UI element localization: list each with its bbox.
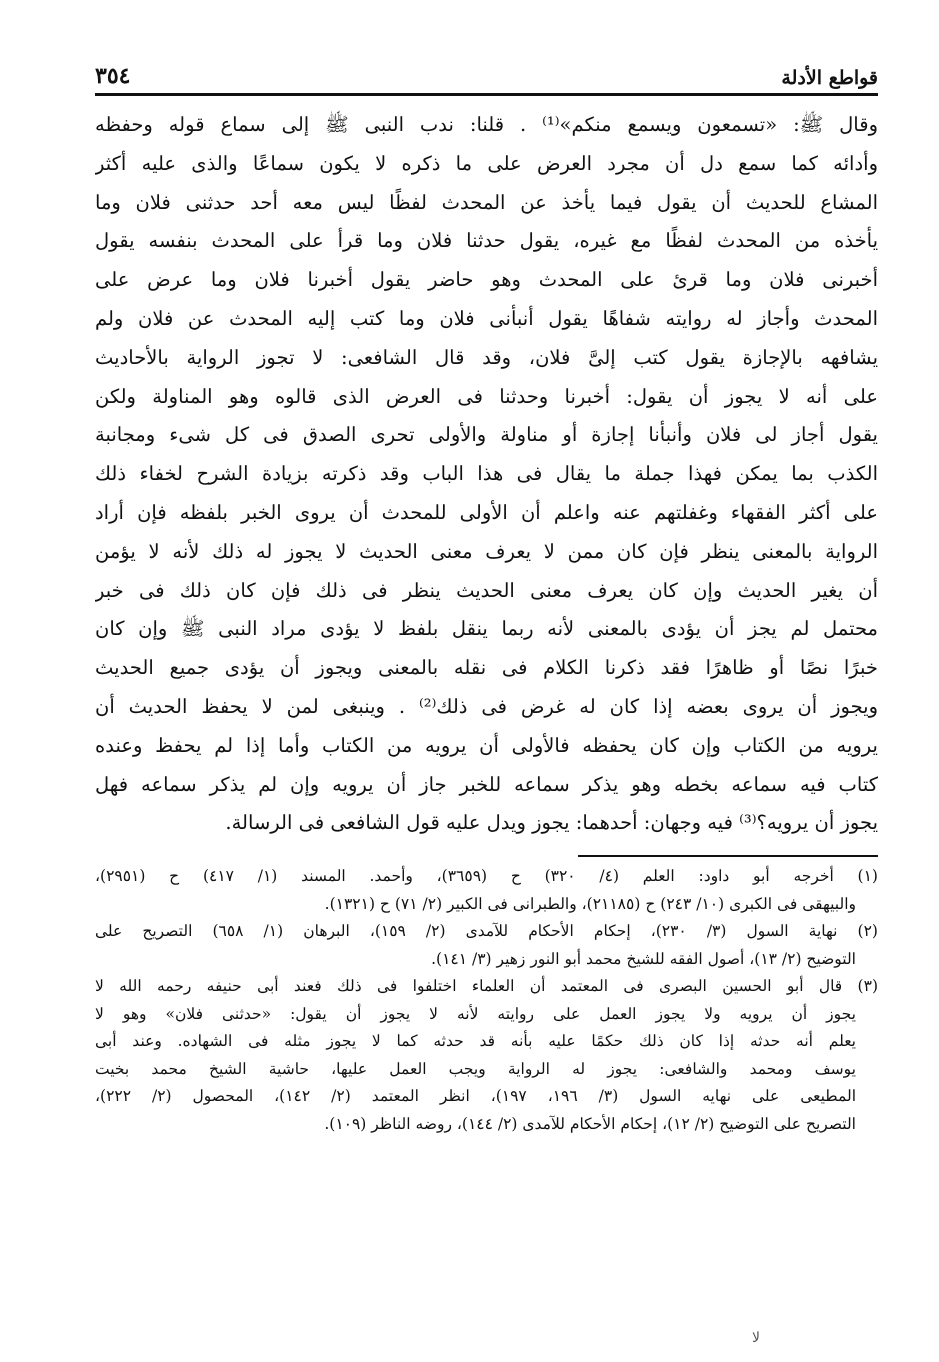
- text-line: يرويه من الكتاب وإن كان يحفظه فالأولى أن يرويه من الكتاب وأما إذا لم يحفظ وعنده: [95, 733, 878, 757]
- text-line: على أنه لا يجوز أن يقول: أخبرنا وحدثنا فى العرض الذى قالوه وهو المناولة ولكن: [95, 384, 878, 408]
- footnote: [95, 973, 878, 1138]
- book-title: قواطع الأدلة: [781, 67, 878, 89]
- text-line: المحدث وأجاز له روايته شفاهًا يقول أنبأنى فلان وما كتب إليه المحدث عن فلان ولم: [95, 306, 878, 330]
- footnote-line: يجوز أن يرويه ولا يجوز العمل على روايته لأنه لا يجوز أن يقول: «حدثنى فلان» وهو لا: [95, 1004, 856, 1023]
- text-line: المشاع للحديث أن يقول فيما يأخذ عن المحدث لفظًا ليس معه أحد حدثنى فلان وما: [95, 190, 878, 214]
- text-line: الرواية بالمعنى ينظر فإن كان ممن لا يعرف معنى الحديث لا يجوز له ذلك لأنه لا يؤمن: [95, 539, 878, 563]
- footnotes: [95, 863, 878, 1138]
- footnote-rule: [578, 855, 878, 857]
- footnote-line: (٢) نهاية السول (٣/ ٢٣٠)، إحكام الأحكام للآمدى (٢/ ١٥٩)، البرهان (١/ ٦٥٨) التصريح على: [95, 922, 878, 941]
- text-line: محتمل لم يجز أن يؤدى بالمعنى لأنه ربما ينقل بلفظ لا يؤدى مراد النبى ﷺ وإن كان: [95, 617, 878, 641]
- footnote-line: يوسف ومحمد والشافعى: يجوز له الرواية ويجب العمل عليها، حاشية الشيخ محمد بخيت: [95, 1059, 856, 1078]
- text-line: على أكثر الفقهاء وغفلتهم عنه واعلم أن الأولى للمحدث أن يروى الخبر بلفظه فإن أراد: [95, 500, 878, 524]
- footnote: [95, 863, 878, 918]
- main-text: [95, 106, 878, 843]
- page-number: ٣٥٤: [95, 63, 131, 89]
- footnote-line: والبيهقى فى الكبرى (١٠/ ٢٤٣) ح (٢١١٨٥)، والطبرانى فى الكبير (٢/ ٧١) ح (١٣٢١).: [324, 894, 856, 913]
- text-line: ويجوز أن يروى بعضه إذا كان له غرض فى ذلك⁽²⁾ . وينبغى لمن لا يحفظ الحديث أن: [95, 694, 878, 718]
- text-line: كتاب فيه سماعه بخطه وهو يذكر سماعه للخبر جاز أن يرويه وإن لم يذكر سماعه فهل: [95, 772, 878, 796]
- footnote: [95, 918, 878, 973]
- text-line: أن يغير الحديث وإن كان يعرف معنى الحديث ينظر فى ذلك فإن كان ذلك فى خبر: [95, 578, 878, 602]
- text-line: وأدائه كما سمع دل أن مجرد العرض على ما ذكره لا يكون سماعًا والذى عليه أكثر: [95, 151, 878, 175]
- text-line: وقال ﷺ: «تسمعون ويسمع منكم»⁽¹⁾ . قلنا: ندب النبى ﷺ إلى سماع قوله وحفظه: [95, 113, 878, 136]
- footnote-line: يعلم أنه حدثه إذا كان ذلك حكمًا عليه بأنه قد حدثه كما لا يجوز مثله فى الشهاده. وعند أبى: [95, 1032, 856, 1051]
- footnote-line: التصريح على التوضيح (٢/ ١٢)، إحكام الأحكام للآمدى (٢/ ١٤٤)، روضه الناظر (١٠٩).: [324, 1114, 856, 1133]
- page-header: [95, 55, 878, 89]
- footnote-line: (١) أخرجه أبو داود: العلم (٤/ ٣٢٠) ح (٣٦٥٩)، وأحمد. المسند (١/ ٤١٧) ح (٢٩٥١)،: [95, 867, 878, 886]
- text-line: خبرًا نصًا أو ظاهرًا فقد ذكرنا الكلام فى نقله بالمعنى ويجوز أن يؤدى جميع الحديث: [95, 656, 878, 680]
- footnote-line: التوضيح (٢/ ١٣)، أصول الفقه للشيخ محمد أبو النور زهير (٣/ ١٤١).: [431, 949, 856, 968]
- book-page: [95, 55, 878, 1138]
- footnote-line: (٣) قال أبو الحسين البصرى فى المعتمد أن العلماء اختلفوا فى ذلك فعند أبى حنيفه رحمه الله لا: [95, 977, 878, 996]
- text-line: يشافهه بالإجازة يقول كتب إلىَّ فلان، وقد قال الشافعى: لا تجوز الرواية بالأحاديث: [95, 345, 878, 369]
- text-line: أخبرنى فلان وما قرئ على المحدث وهو حاضر يقول أخبرنا فلان وما عرض على: [95, 268, 878, 292]
- footnote-line: المطيعى على نهايه السول (٣/ ١٩٦، ١٩٧)، انظر المعتمد (٢/ ١٤٢)، المحصول (٢/ ٢٢٢)،: [95, 1087, 856, 1106]
- bottom-mark: لا: [752, 1330, 760, 1346]
- text-line: يأخذه من المحدث لفظًا مع غيره، يقول حدثنا فلان وما قرأ على المحدث بنفسه يقول: [95, 229, 878, 253]
- text-line: الكذب بما يمكن فهذا جملة ما يقال فى هذا الباب وقد ذكرته بزيادة الشرح لخفاء ذلك: [95, 462, 878, 486]
- header-rule: [95, 93, 878, 96]
- text-line: يقول أجاز لى فلان وأنبأنا إجازة أو مناولة والأولى تحرى الصدق فى كل شىء ومجانبة: [95, 423, 878, 447]
- text-line: يجوز أن يرويه؟⁽³⁾ فيه وجهان: أحدهما: يجوز ويدل عليه قول الشافعى فى الرسالة.: [225, 811, 878, 835]
